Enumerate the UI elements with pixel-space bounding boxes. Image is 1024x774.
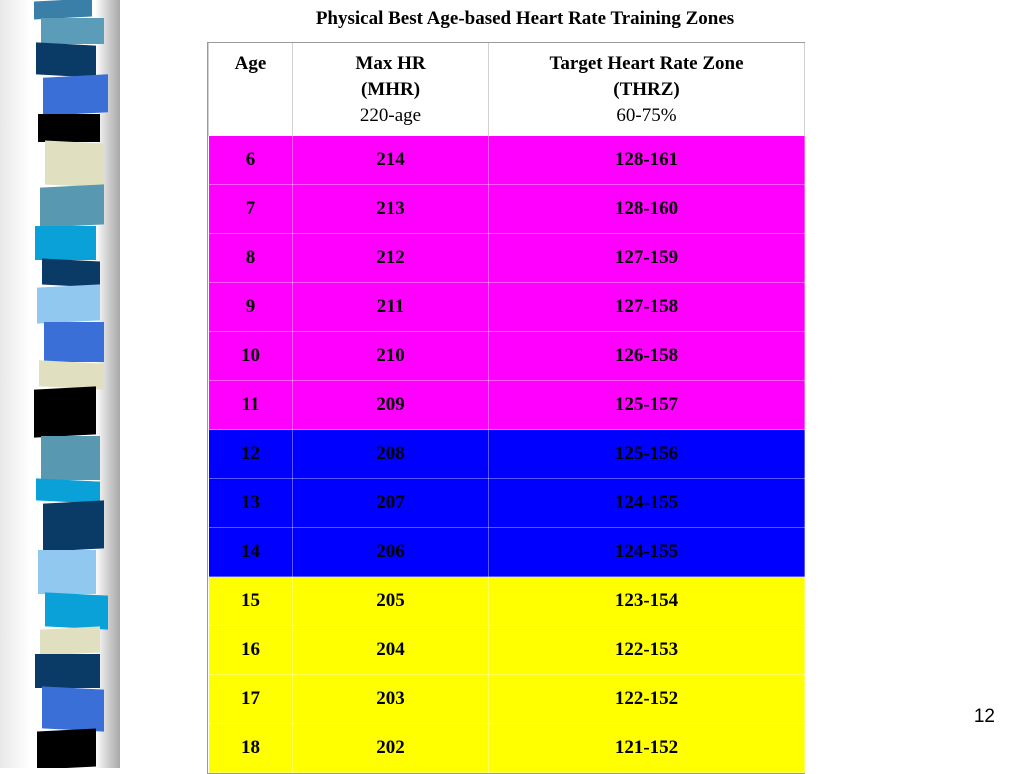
cell-max-hr: 207 bbox=[293, 479, 489, 528]
strip-block bbox=[35, 654, 100, 688]
strip-block bbox=[38, 550, 96, 594]
strip-block bbox=[42, 686, 104, 731]
cell-max-hr: 204 bbox=[293, 626, 489, 675]
cell-age: 17 bbox=[209, 675, 293, 724]
strip-block bbox=[37, 728, 96, 768]
strip-block bbox=[44, 322, 104, 362]
cell-target-zone: 122-153 bbox=[489, 626, 805, 675]
cell-age: 16 bbox=[209, 626, 293, 675]
cell-age: 9 bbox=[209, 283, 293, 332]
strip-block bbox=[41, 436, 100, 480]
strip-block bbox=[38, 114, 100, 142]
cell-age: 6 bbox=[209, 136, 293, 185]
strip-block bbox=[40, 626, 100, 655]
cell-max-hr: 213 bbox=[293, 185, 489, 234]
slide-title: Physical Best Age-based Heart Rate Training Zones bbox=[315, 8, 735, 29]
table-row bbox=[209, 381, 805, 430]
cell-target-zone: 121-152 bbox=[489, 724, 805, 773]
table-row bbox=[209, 185, 805, 234]
strip-block bbox=[40, 184, 104, 227]
cell-target-zone: 122-152 bbox=[489, 675, 805, 724]
cell-age: 11 bbox=[209, 381, 293, 430]
cell-age: 12 bbox=[209, 430, 293, 479]
strip-block bbox=[36, 478, 100, 503]
table-row bbox=[209, 675, 805, 724]
cell-max-hr: 208 bbox=[293, 430, 489, 479]
cell-target-zone: 126-158 bbox=[489, 332, 805, 381]
cell-max-hr: 209 bbox=[293, 381, 489, 430]
cell-target-zone: 127-159 bbox=[489, 234, 805, 283]
table-row bbox=[209, 430, 805, 479]
decorative-side-strip bbox=[0, 0, 120, 768]
cell-target-zone: 124-155 bbox=[489, 479, 805, 528]
table-row bbox=[209, 283, 805, 332]
header-max-hr: Max HR (MHR) 220-age bbox=[293, 43, 489, 136]
table-header-row bbox=[209, 43, 805, 136]
table-row bbox=[209, 724, 805, 773]
strip-block bbox=[45, 592, 108, 629]
cell-target-zone: 128-160 bbox=[489, 185, 805, 234]
page-number: 12 bbox=[973, 706, 995, 727]
header-target-zone: Target Heart Rate Zone (THRZ) 60-75% bbox=[489, 43, 805, 136]
strip-block bbox=[36, 42, 96, 77]
table-row bbox=[209, 528, 805, 577]
cell-target-zone: 125-157 bbox=[489, 381, 805, 430]
strip-block bbox=[37, 284, 100, 323]
cell-max-hr: 206 bbox=[293, 528, 489, 577]
table-row bbox=[209, 577, 805, 626]
table-row bbox=[209, 626, 805, 675]
cell-age: 15 bbox=[209, 577, 293, 626]
cell-target-zone: 123-154 bbox=[489, 577, 805, 626]
strip-block bbox=[35, 226, 96, 260]
cell-max-hr: 210 bbox=[293, 332, 489, 381]
cell-target-zone: 125-156 bbox=[489, 430, 805, 479]
table-row bbox=[209, 136, 805, 185]
cell-target-zone: 124-155 bbox=[489, 528, 805, 577]
header-age: Age bbox=[209, 43, 293, 136]
strip-block bbox=[43, 500, 104, 551]
cell-age: 10 bbox=[209, 332, 293, 381]
strip-block bbox=[42, 258, 100, 287]
cell-age: 18 bbox=[209, 724, 293, 773]
strip-block bbox=[43, 74, 108, 115]
strip-block bbox=[34, 0, 92, 20]
cell-age: 8 bbox=[209, 234, 293, 283]
cell-age: 7 bbox=[209, 185, 293, 234]
cell-max-hr: 212 bbox=[293, 234, 489, 283]
table-row bbox=[209, 479, 805, 528]
cell-max-hr: 202 bbox=[293, 724, 489, 773]
table-row bbox=[209, 332, 805, 381]
cell-target-zone: 128-161 bbox=[489, 136, 805, 185]
cell-max-hr: 203 bbox=[293, 675, 489, 724]
table-body bbox=[209, 136, 805, 773]
strip-block bbox=[41, 18, 104, 44]
cell-max-hr: 211 bbox=[293, 283, 489, 332]
strip-block bbox=[45, 140, 104, 187]
cell-max-hr: 205 bbox=[293, 577, 489, 626]
strip-block bbox=[34, 386, 96, 437]
cell-max-hr: 214 bbox=[293, 136, 489, 185]
table-row bbox=[209, 234, 805, 283]
cell-target-zone: 127-158 bbox=[489, 283, 805, 332]
heart-rate-table bbox=[207, 42, 805, 774]
cell-age: 14 bbox=[209, 528, 293, 577]
strip-block bbox=[39, 360, 104, 389]
cell-age: 13 bbox=[209, 479, 293, 528]
